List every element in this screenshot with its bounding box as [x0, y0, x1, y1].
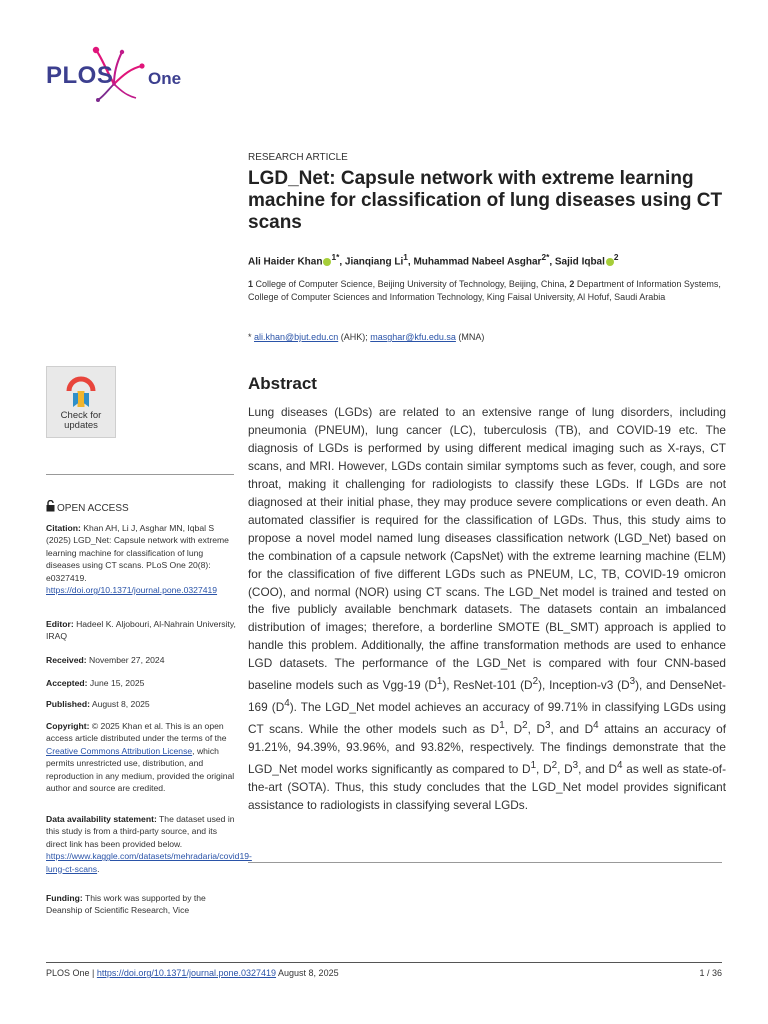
citation-text: Khan AH, Li J, Asghar MN, Iqbal S (2025) LGD_Net: Capsule network with extreme learning machine for classification of lung diseases using CT scans. PLoS One 20(8): e0327419.	[46, 523, 229, 583]
published-text: August 8, 2025	[89, 699, 150, 709]
footer-doi-link[interactable]: https://doi.org/10.1371/journal.pone.0327419	[96, 968, 277, 978]
author-list: Ali Haider Khan $^{1*}$, Jianqiang Li$^1$, Muhammad Nabeel Asghar$^{2*}$, Sajid Iqbal $^2$	[248, 252, 619, 268]
editor	[46, 618, 236, 643]
dataset-link[interactable]: https://www.kaggle.com/datasets/mehradaria/covid19-lung-ct-scans	[46, 851, 252, 874]
author-name[interactable]: Muhammad Nabeel Asghar	[413, 256, 542, 268]
email-link[interactable]: masghar@kfu.edu.sa	[370, 332, 456, 342]
correspondence	[248, 332, 484, 342]
affil-number: 1	[248, 279, 254, 289]
published-label: Published:	[46, 699, 90, 709]
accepted-date	[46, 677, 236, 689]
check-for-updates-badge[interactable]	[46, 366, 116, 438]
correspondence-initials: (AHK);	[338, 332, 371, 342]
copyright-text: , which permits unrestricted use, distribution, and reproduction in any medium, provided the original author and source are credited.	[46, 745, 235, 794]
editor-label: Editor:	[46, 619, 74, 629]
author-name[interactable]: Sajid Iqbal	[554, 256, 605, 268]
correspondence-marker: *	[248, 332, 255, 342]
divider	[46, 474, 234, 475]
data-availability-end: .	[97, 863, 100, 874]
author-name[interactable]: Ali Haider Khan	[248, 256, 323, 268]
data-availability-label: Data availability statement:	[46, 814, 157, 824]
copyright-text: © 2025 Khan et al. This is an open access article distributed under the terms of the	[46, 721, 227, 744]
author-name[interactable]: Jianqiang Li	[344, 256, 404, 268]
orcid-icon[interactable]	[606, 258, 614, 266]
affil-text: College of Computer Science, Beijing University of Technology, Beijing, China,	[253, 279, 570, 289]
accepted-text: June 15, 2025	[87, 678, 145, 688]
published-date	[46, 698, 236, 710]
crossmark-icon	[65, 371, 97, 409]
open-lock-icon	[46, 500, 55, 512]
funding	[46, 892, 236, 917]
check-for-updates-label: Check for updates	[60, 410, 102, 431]
author-marks: 2	[613, 252, 619, 262]
editor-text: Hadeel K. Aljobouri, Al-Nahrain University, IRAQ	[46, 619, 236, 642]
divider	[248, 862, 722, 863]
plos-one-logo[interactable]	[46, 44, 206, 104]
funding-text: This work was supported by the Deanship of Scientific Research, Vice	[46, 893, 206, 916]
received-date	[46, 654, 236, 666]
received-text: November 27, 2024	[86, 655, 165, 665]
footer-date: August 8, 2025	[276, 968, 339, 978]
open-access-text: OPEN ACCESS	[57, 503, 129, 514]
author-marks: 1	[403, 252, 408, 262]
open-access-label	[46, 500, 129, 514]
correspondence-initials: (MNA)	[455, 332, 485, 342]
copyright	[46, 720, 236, 794]
citation-label: Citation:	[46, 523, 81, 533]
footer-divider	[46, 962, 722, 963]
footer-journal: PLOS One	[46, 968, 90, 978]
citation-doi-link[interactable]: https://doi.org/10.1371/journal.pone.0327419	[46, 585, 218, 596]
funding-label: Funding:	[46, 893, 83, 903]
received-label: Received:	[46, 655, 87, 665]
page-number: 1 / 36	[699, 968, 722, 978]
brand-name: PLOS	[46, 62, 114, 89]
data-availability	[46, 813, 252, 875]
page-footer	[46, 968, 339, 978]
article-type: RESEARCH ARTICLE	[248, 152, 348, 163]
license-link[interactable]: Creative Commons Attribution License	[46, 745, 193, 756]
affil-text: Department of Information Systems, College of Computer Sciences and Information Technology, King Faisal University, Al Hofuf, Saudi Arabia	[248, 279, 721, 302]
footer-separator: |	[89, 968, 97, 978]
journal-name: One	[148, 69, 182, 88]
abstract-heading: Abstract	[248, 374, 317, 393]
accepted-label: Accepted:	[46, 678, 88, 688]
citation	[46, 522, 236, 596]
copyright-label: Copyright:	[46, 721, 90, 731]
affil-number: 2	[569, 279, 575, 289]
author-marks: 1*	[331, 252, 340, 262]
data-availability-text: The dataset used in this study is from a third-party source, and its direct link has been provided below.	[46, 814, 235, 849]
article-title: LGD_Net: Capsule network with extreme learning machine for classification of lung diseases using CT scans	[248, 168, 723, 233]
affiliations	[248, 278, 728, 303]
email-link[interactable]: ali.khan@bjut.edu.cn	[254, 332, 339, 342]
abstract-text: Lung diseases (LGDs) are related to an extensive range of lung disorders, including pneumonia (PNEUM), lung cancer (LC), tuberculosis (TB), and COVID-19 etc. The diagnosis of LGDs is performed by using different medical imaging such as X-rays, CT scans, and MRI. However, LGDs contain similar symptoms such as fever, cough, and sore throat, making it challenging for radiologists to classify these LGDs. If LGDs are not diagnosed at their initial phase, they may produce severe complications or even death. An automated classifier is required for the classification of LGDs. Thus, this study aims to propose a novel model named lung diseases classification network (LGD_Net) based on the combination of a capsule network (CapsNet) with the extreme learning machine (ELM) for the classification of five different LGDs such as PNEUM, LC, TB, COVID-19 omicron (COO), and normal (NOR) using CT scans. The LGD_Net model is trained and tested on the five publicly available benchmark datasets. The datasets contain an imbalanced distribution of images; therefore, a borderline SMOTE (BL_SMT) approach is applied to handle this problem. Additionally, the affine transformation methods are used to enhance LGD datasets. The performance of the LGD_Net is compared with four CNN-based baseline models such as Vgg-19 $(D^1)$, ResNet-101 $(D^2)$, Inception-v3 $(D^3)$, and DenseNet-169 $(D^4)$. The LGD_Net model achieves an accuracy of 99.71% in classifying LGDs using CT scans. While the other models such as $D^1$, $D^2$, $D^3$, and $D^4$ attains an accuracy of 91.21%, 94.39%, 93.96%, and 93.82%, respectively. The findings demonstrate that the LGD_Net model works significantly as compared to $D^1$, $D^2$, $D^3$, and $D^4$ as well as state-of-the-art (SOTA). Thus, this study concludes that the LGD_Net model provides significant assistance to radiologists in classifying several LGDs.	[248, 405, 727, 812]
author-marks: 2*	[541, 252, 550, 262]
